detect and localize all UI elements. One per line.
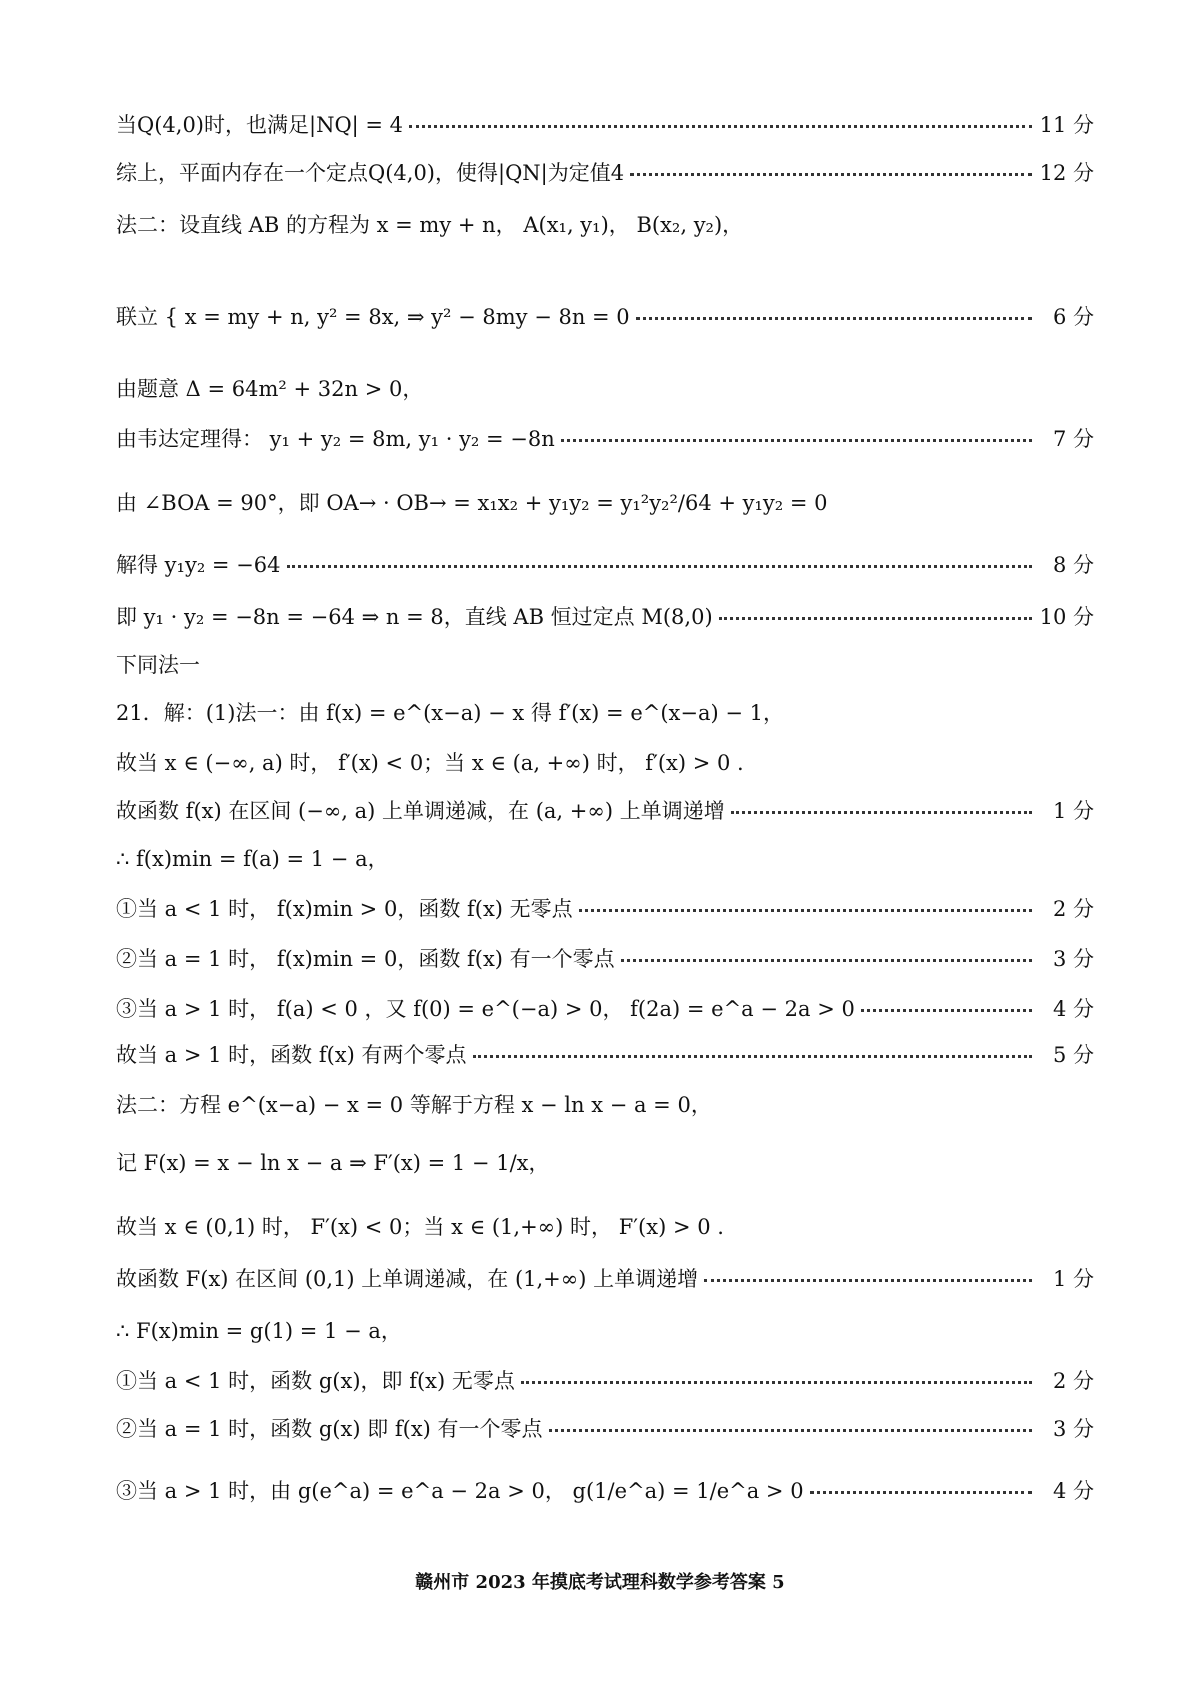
line-text: 下同法一 <box>116 653 200 677</box>
dot-leader <box>630 173 1032 176</box>
answer-line <box>116 1408 1094 1448</box>
dot-leader <box>287 565 1032 568</box>
line-text: 故当 x ∈ (−∞, a) 时， f′(x) < 0；当 x ∈ (a, +∞) 时， f′(x) > 0 . <box>116 751 744 775</box>
line-text: 当Q(4,0)时，也满足|NQ| = 4 <box>116 113 404 137</box>
answer-line <box>116 204 1094 244</box>
dot-leader <box>549 1429 1032 1432</box>
answer-line <box>116 838 1094 878</box>
line-text: 故当 a > 1 时，函数 f(x) 有两个零点 <box>116 1043 467 1067</box>
dot-leader <box>561 439 1032 442</box>
score-label: 3 分 <box>1052 947 1094 971</box>
dot-leader <box>621 959 1032 962</box>
line-text: ∴ F(x)min = g(1) = 1 − a， <box>116 1319 402 1343</box>
answer-line <box>116 790 1094 830</box>
score-label: 2 分 <box>1052 897 1094 921</box>
answer-line <box>116 1084 1094 1124</box>
answer-line <box>116 644 1094 684</box>
answer-line <box>116 482 1094 522</box>
line-text: ③当 a > 1 时， f(a) < 0 ，又 f(0) = e^(−a) > 0， f(2a) = e^a − 2a > 0 <box>116 997 855 1021</box>
dot-leader <box>719 617 1032 620</box>
score-label: 8 分 <box>1052 553 1094 577</box>
line-text: 21．解：(1)法一：由 f(x) = e^(x−a) − x 得 f′(x) = e^(x−a) − 1， <box>116 701 784 725</box>
score-label: 3 分 <box>1052 1417 1094 1441</box>
line-text: ①当 a < 1 时，函数 g(x)，即 f(x) 无零点 <box>116 1369 515 1393</box>
dot-leader <box>810 1491 1032 1494</box>
line-text: ③当 a > 1 时，由 g(e^a) = e^a − 2a > 0， g(1/e^a) = 1/e^a > 0 <box>116 1479 804 1503</box>
dot-leader <box>731 811 1032 814</box>
line-text: ∴ f(x)min = f(a) = 1 − a， <box>116 847 389 871</box>
line-text: 法二：设直线 AB 的方程为 x = my + n， A(x₁, y₁)， B(x₂, y₂)， <box>116 213 744 237</box>
line-text: 故函数 f(x) 在区间 (−∞, a) 上单调递减，在 (a, +∞) 上单调递增 <box>116 799 725 823</box>
answer-line <box>116 368 1094 408</box>
score-label: 4 分 <box>1052 997 1094 1021</box>
line-text: 故当 x ∈ (0,1) 时， F′(x) < 0；当 x ∈ (1,+∞) 时， F′(x) > 0 . <box>116 1215 724 1239</box>
answer-line <box>116 1470 1094 1510</box>
line-text: 解得 y₁y₂ = −64 <box>116 553 281 577</box>
score-label: 12 分 <box>1039 161 1094 185</box>
answer-line <box>116 1258 1094 1298</box>
line-text: 记 F(x) = x − ln x − a ⇒ F′(x) = 1 − 1/x， <box>116 1151 550 1175</box>
answer-line <box>116 296 1094 336</box>
score-label: 5 分 <box>1052 1043 1094 1067</box>
dot-leader <box>473 1055 1032 1058</box>
score-label: 1 分 <box>1052 1267 1094 1291</box>
answer-line <box>116 988 1094 1028</box>
dot-leader <box>521 1381 1032 1384</box>
line-text: 故函数 F(x) 在区间 (0,1) 上单调递减，在 (1,+∞) 上单调递增 <box>116 1267 699 1291</box>
answer-line <box>116 1142 1094 1182</box>
score-label: 4 分 <box>1052 1479 1094 1503</box>
answer-line <box>116 888 1094 928</box>
score-label: 11 分 <box>1039 113 1094 137</box>
line-text: 由题意 Δ = 64m² + 32n > 0， <box>116 377 424 401</box>
line-text: 综上，平面内存在一个定点Q(4,0)，使得|QN|为定值4 <box>116 161 625 185</box>
line-text: 由 ∠BOA = 90°，即 OA→ · OB→ = x₁x₂ + y₁y₂ = y₁²y₂²/64 + y₁y₂ = 0 <box>116 491 828 515</box>
score-label: 10 分 <box>1039 605 1094 629</box>
answer-line <box>116 418 1094 458</box>
score-label: 2 分 <box>1052 1369 1094 1393</box>
score-label: 7 分 <box>1052 427 1094 451</box>
answer-line <box>116 152 1094 192</box>
dot-leader <box>409 125 1032 128</box>
answer-line <box>116 1034 1094 1074</box>
dot-leader <box>579 909 1032 912</box>
answer-line <box>116 596 1094 636</box>
answer-line <box>116 742 1094 782</box>
score-label: 1 分 <box>1052 799 1094 823</box>
line-text: 法二：方程 e^(x−a) − x = 0 等解于方程 x − ln x − a = 0， <box>116 1093 712 1117</box>
score-label: 6 分 <box>1052 305 1094 329</box>
answer-line <box>116 1360 1094 1400</box>
page-footer: 赣州市 2023 年摸底考试理科数学参考答案 5 <box>415 1572 785 1593</box>
line-text: ②当 a = 1 时，函数 g(x) 即 f(x) 有一个零点 <box>116 1417 543 1441</box>
line-text: 即 y₁ · y₂ = −8n = −64 ⇒ n = 8，直线 AB 恒过定点 M(8,0) <box>116 605 713 629</box>
answer-line <box>116 1310 1094 1350</box>
answer-line <box>116 692 1094 732</box>
line-text: ①当 a < 1 时， f(x)min > 0，函数 f(x) 无零点 <box>116 897 573 921</box>
line-text: ②当 a = 1 时， f(x)min = 0，函数 f(x) 有一个零点 <box>116 947 615 971</box>
answer-line <box>116 544 1094 584</box>
line-text: 联立 { x = my + n, y² = 8x, ⇒ y² − 8my − 8n = 0 <box>116 305 630 329</box>
dot-leader <box>636 317 1032 320</box>
answer-line <box>116 1206 1094 1246</box>
line-text: 由韦达定理得： y₁ + y₂ = 8m, y₁ · y₂ = −8n <box>116 427 555 451</box>
dot-leader <box>861 1009 1032 1012</box>
answer-line <box>116 938 1094 978</box>
answer-line <box>116 104 1094 144</box>
dot-leader <box>704 1279 1032 1282</box>
